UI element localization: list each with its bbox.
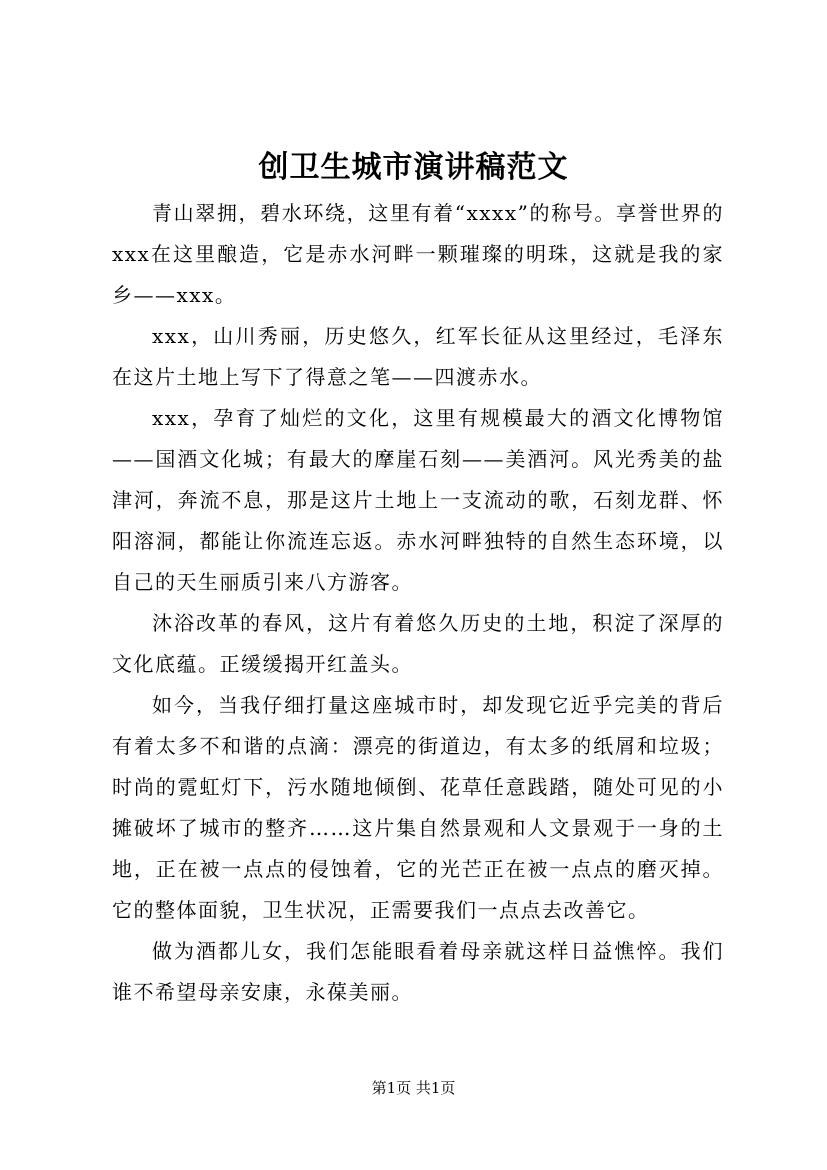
paragraph-6: 做为酒都儿女，我们怎能眼看着母亲就这样日益憔悴。我们谁不希望母亲安康，永葆美丽。 [112, 939, 724, 1004]
paragraph-5: 如今，当我仔细打量这座城市时，却发现它近乎完美的背后有着太多不和谐的点滴：漂亮的街道边，有太多的纸屑和垃圾；时尚的霓虹灯下，污水随地倾倒、花草任意践踏，随处可见的小摊破坏了城市的整齐……这片集自然景观和人文景观于一身的土地，正在被一点点的侵蚀着，它的光芒正在被一点点的磨灭掉。它的整体面貌，卫生状况，正需要我们一点点去改善它。 [112, 693, 724, 922]
paragraph-3: xxx，孕育了灿烂的文化，这里有规模最大的酒文化博物馆——国酒文化城；有最大的摩崖石刻——美酒河。风光秀美的盐津河，奔流不息，那是这片土地上一支流动的歌，石刻龙群、怀阳溶洞，都能让你流连忘返。赤水河畔独特的自然生态环境，以自己的天生丽质引来八方游客。 [112, 406, 724, 594]
document-title: 创卫生城市演讲稿范文 [258, 150, 569, 185]
paragraph-1: 青山翠拥，碧水环绕，这里有着“xxxx”的称号。享誉世界的xxx在这里酿造，它是赤水河畔一颗璀璨的明珠，这就是我的家乡——xxx。 [112, 201, 724, 307]
paragraph-4: 沐浴改革的春风，这片有着悠久历史的土地，积淀了深厚的文化底蕴。正缓缓揭开红盖头。 [112, 611, 724, 676]
page-number-footer: 第1页 共1页 [371, 1079, 456, 1097]
document-body [112, 193, 724, 1013]
paragraph-2: xxx，山川秀丽，历史悠久，红军长征从这里经过，毛泽东在这片土地上写下了得意之笔——四渡赤水。 [112, 324, 724, 389]
